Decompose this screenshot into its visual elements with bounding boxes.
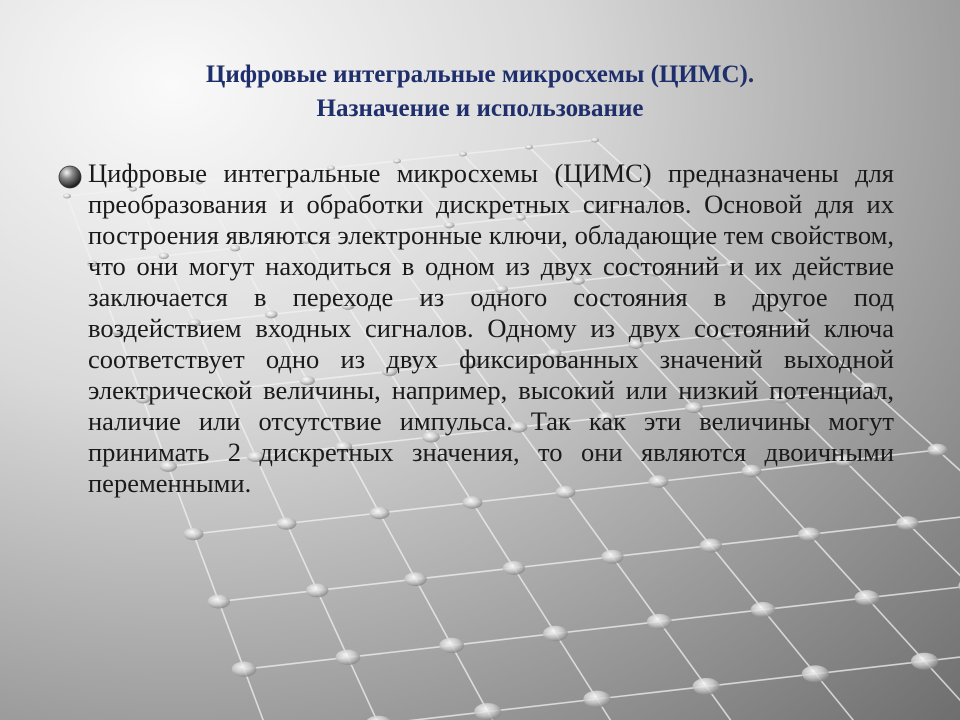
grid-node <box>208 595 230 609</box>
grid-node <box>503 561 525 575</box>
bullet-paragraph: Цифровые интегральные микросхемы (ЦИМС) предназначены для преобразования и обработки дискретных сигналов. Основой для их построения являются электронные ключи, обладающие тем свойством, что они могут находиться в одном из двух состояний и их действие заключается в переходе из одного состояния в другое под воздействием входных сигналов. Одному из двух состояний ключа соответствует одно из двух фиксированных значений выходной электрической величины, например, высокий или низкий потенциал, наличие или отсутствие импульса. Так как эти величины могут принимать 2 дискретных значения, то они являются двоичными переменными. <box>88 158 894 498</box>
grid-node <box>700 539 722 553</box>
grid-node <box>928 444 948 456</box>
title-line-2: Назначение и использование <box>316 95 644 122</box>
grid-node <box>474 703 501 720</box>
grid-node <box>336 650 361 665</box>
grid-node <box>591 138 599 143</box>
grid-node <box>525 145 533 150</box>
grid-node <box>855 590 880 605</box>
slide-title <box>90 58 870 126</box>
grid-node <box>63 194 71 199</box>
grid-node <box>693 678 720 695</box>
grid-node <box>798 527 820 541</box>
grid-node <box>277 517 297 529</box>
grid-node <box>896 516 918 530</box>
grid-node <box>404 572 426 586</box>
grid-node <box>365 716 392 720</box>
grid-node <box>601 550 623 564</box>
grid-node <box>184 528 204 540</box>
grid-node <box>751 602 776 617</box>
grid-node <box>232 662 257 677</box>
grid-node <box>370 507 390 519</box>
grid-node <box>911 653 938 670</box>
grid-node <box>802 665 829 682</box>
grid-node <box>583 691 610 708</box>
title-line-1: Цифровые интегральные микросхемы (ЦИМС). <box>205 61 755 88</box>
grid-node <box>647 614 672 629</box>
grid-node <box>439 638 464 653</box>
grid-node <box>543 626 568 641</box>
grid-node <box>459 152 467 157</box>
sphere-bullet-icon <box>58 165 82 189</box>
grid-node <box>306 583 328 597</box>
